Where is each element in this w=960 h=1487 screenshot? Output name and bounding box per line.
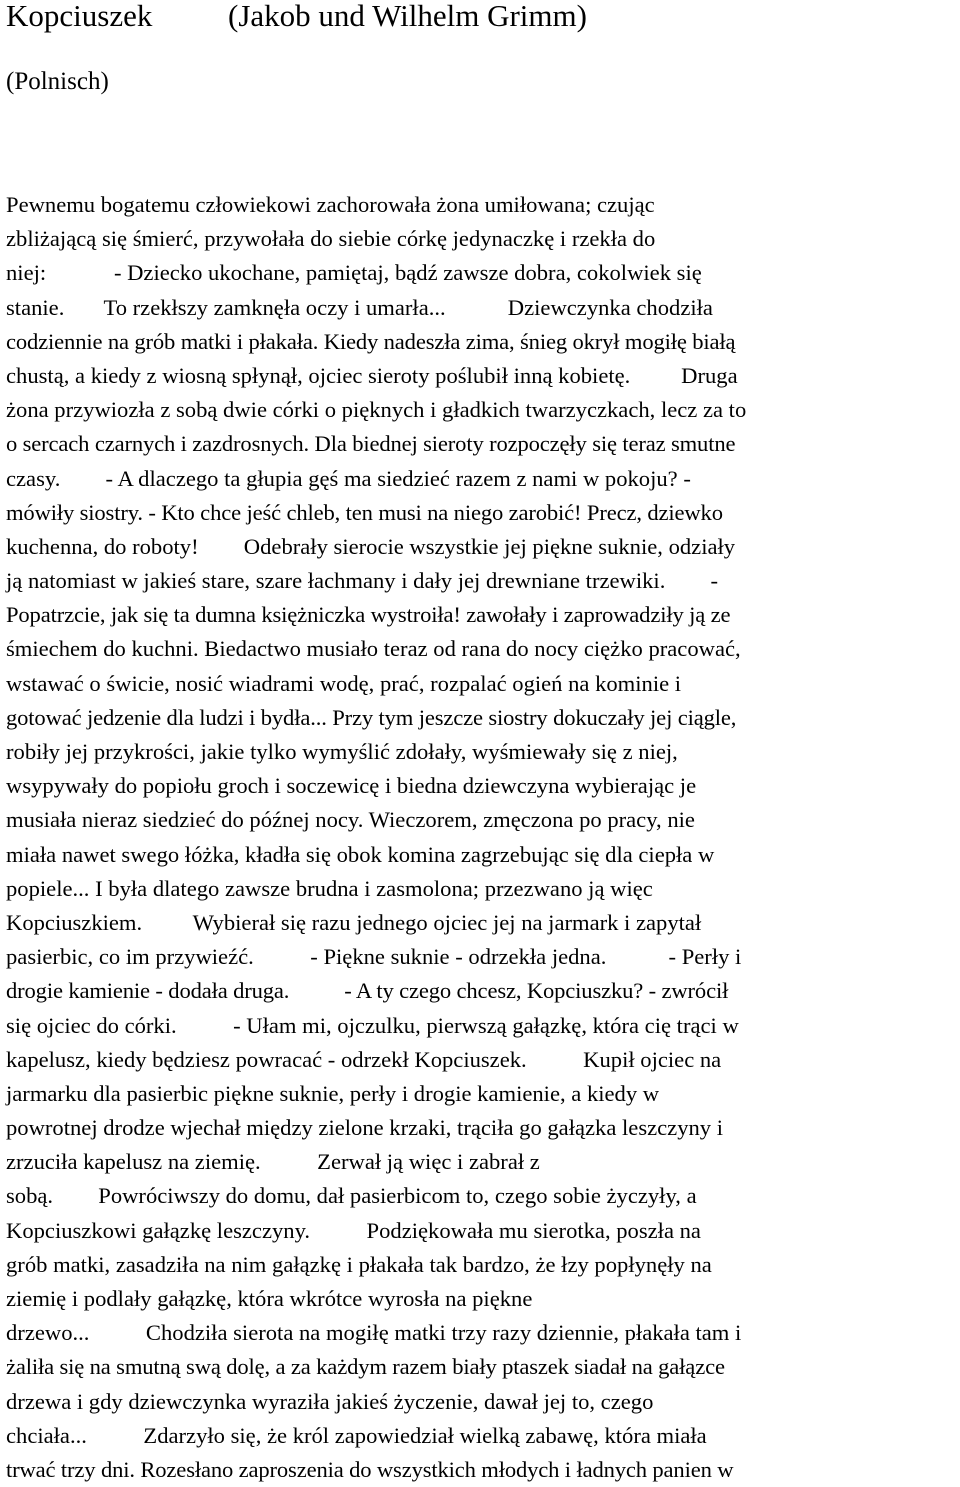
text-line: Popatrzcie, jak się ta dumna księżniczka wystroiła! zawołały i zaprowadziły ją ze	[6, 602, 731, 628]
text-line: ziemię i podlały gałązkę, która wkrótce wyrosła na piękne	[6, 1286, 533, 1311]
text-line: jarmarku dla pasierbic piękne suknie, perły i drogie kamienie, a kiedy w	[6, 1080, 660, 1106]
text-line: drzewa i gdy dziewczynka wyraziła jakieś życzenie, dawał jej to, czego	[6, 1388, 654, 1414]
document-title-row	[6, 0, 587, 38]
text-line: Kopciuszkowi gałązkę leszczyny. Podziękowała mu sierotka, poszła na	[6, 1217, 701, 1243]
text-line: drogie kamienie - dodała druga. - A ty czego chcesz, Kopciuszku? - zwrócił	[6, 978, 729, 1004]
text-line: żona przywiozła z sobą dwie córki o pięknych i gładkich twarzyczkach, lecz za to	[6, 397, 747, 423]
text-line: chustą, a kiedy z wiosną spłynął, ojciec sieroty poślubił inną kobietę. Druga	[6, 362, 738, 388]
document-authors: (Jakob und Wilhelm Grimm)	[228, 0, 587, 33]
text-line: Pewnemu bogatemu człowiekowi zachorowała żona umiłowana; czując	[6, 192, 655, 217]
story-text	[6, 188, 956, 1487]
text-line: wstawać o świcie, nosić wiadrami wodę, prać, rozpalać ogień na kominie i	[6, 670, 682, 696]
text-line: zbliżającą się śmierć, przywołała do siebie córkę jedynaczkę i rzekła do	[6, 226, 656, 252]
text-line: czasy. - A dlaczego ta głupia gęś ma siedzieć razem z nami w pokoju? -	[6, 465, 691, 491]
text-line: drzewo... Chodziła sierota na mogiłę matki trzy razy dziennie, płakała tam i	[6, 1320, 742, 1346]
text-line: niej: - Dziecko ukochane, pamiętaj, bądź zawsze dobra, cokolwiek się	[6, 260, 702, 286]
text-line: wsypywały do popiołu groch i soczewicę i biedna dziewczyna wybierając je	[6, 773, 697, 799]
text-line: miała nawet swego łóżka, kładła się obok komina zagrzebując się dla ciepła w	[6, 841, 715, 867]
text-line: trwać trzy dni. Rozesłano zaproszenia do wszystkich młodych i ładnych panien w	[6, 1456, 734, 1482]
text-line: mówiły siostry. - Kto chce jeść chleb, ten musi na niego zarobić! Precz, dziewko	[6, 499, 723, 525]
text-line: ją natomiast w jakieś stare, szare łachmany i dały jej drewniane trzewiki. -	[6, 568, 719, 594]
text-line: kuchenna, do roboty! Odebrały sierocie wszystkie jej piękne suknie, odziały	[6, 533, 736, 559]
language-note: (Polnisch)	[6, 68, 109, 95]
text-line: popiele... I była dlatego zawsze brudna i zasmolona; przezwano ją więc	[6, 875, 653, 901]
text-line: musiała nieraz siedzieć do późnej nocy. Wieczorem, zmęczona po pracy, nie	[6, 807, 695, 833]
text-line: gotować jedzenie dla ludzi i bydła... Przy tym jeszcze siostry dokuczały jej ciągle,	[6, 704, 737, 730]
text-line: chciała... Zdarzyło się, że król zapowiedział wielką zabawę, która miała	[6, 1422, 707, 1448]
text-line: sobą. Powróciwszy do domu, dał pasierbicom to, czego sobie życzyły, a	[6, 1183, 697, 1209]
text-line: o sercach czarnych i zazdrosnych. Dla biednej sieroty rozpoczęły się teraz smutne	[6, 431, 736, 457]
text-line: codziennie na grób matki i płakała. Kiedy nadeszła zima, śnieg okrył mogiłę białą	[6, 328, 736, 354]
text-line: Kopciuszkiem. Wybierał się razu jednego ojciec jej na jarmark i zapytał	[6, 909, 702, 935]
text-line: zrzuciła kapelusz na ziemię. Zerwał ją więc i zabrał z	[6, 1149, 540, 1175]
text-line: robiły jej przykrości, jakie tylko wymyślić zdołały, wyśmiewały się z niej,	[6, 739, 678, 764]
document-title: Kopciuszek	[6, 0, 153, 33]
text-line: powrotnej drodze wjechał między zielone krzaki, trąciła go gałązka leszczyny i	[6, 1115, 724, 1141]
text-line: żaliła się na smutną swą dolę, a za każdym razem biały ptaszek siadał na gałązce	[6, 1354, 725, 1380]
text-line: kapelusz, kiedy będziesz powracać - odrzekł Kopciuszek. Kupił ojciec na	[6, 1046, 722, 1072]
text-line: pasierbic, co im przywieźć. - Piękne suknie - odrzekła jedna. - Perły i	[6, 944, 742, 970]
text-line: się ojciec do córki. - Ułam mi, ojczulku, pierwszą gałązkę, która cię trąci w	[6, 1012, 739, 1038]
text-line: stanie. To rzekłszy zamknęła oczy i umarła... Dziewczynka chodziła	[6, 294, 713, 320]
text-line: grób matki, zasadziła na nim gałązkę i płakała tak bardzo, że łzy popłynęły na	[6, 1251, 712, 1277]
text-line: śmiechem do kuchni. Biedactwo musiało teraz od rana do nocy ciężko pracować,	[6, 636, 741, 662]
